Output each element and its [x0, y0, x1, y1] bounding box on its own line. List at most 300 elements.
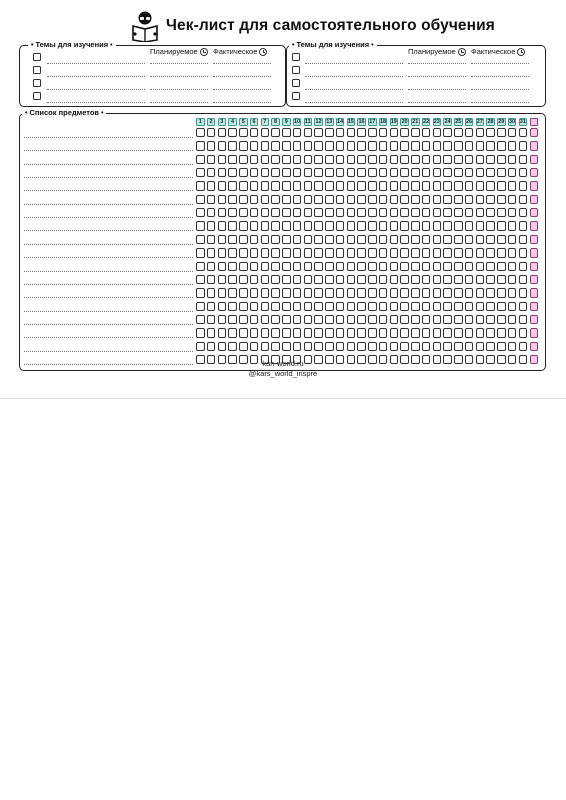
day-checkbox[interactable]	[497, 288, 506, 297]
day-checkbox[interactable]	[250, 262, 259, 271]
day-checkbox[interactable]	[314, 302, 323, 311]
day-checkbox[interactable]	[261, 315, 270, 324]
day-checkbox[interactable]	[325, 128, 334, 137]
day-checkbox[interactable]	[519, 128, 528, 137]
day-checkbox[interactable]	[390, 181, 399, 190]
day-checkbox[interactable]	[433, 302, 442, 311]
day-checkbox[interactable]	[368, 302, 377, 311]
day-checkbox[interactable]	[261, 221, 270, 230]
day-checkbox[interactable]	[400, 195, 409, 204]
topic-checkbox[interactable]	[33, 66, 41, 74]
day-checkbox[interactable]	[336, 288, 345, 297]
day-checkbox[interactable]	[282, 181, 291, 190]
day-checkbox[interactable]	[390, 288, 399, 297]
day-checkbox[interactable]	[357, 128, 366, 137]
day-checkbox[interactable]	[347, 262, 356, 271]
day-checkbox[interactable]	[433, 208, 442, 217]
subject-name-line[interactable]	[24, 257, 193, 258]
day-checkbox[interactable]	[304, 128, 313, 137]
day-checkbox[interactable]	[379, 128, 388, 137]
day-checkbox[interactable]	[400, 342, 409, 351]
subject-name-line[interactable]	[24, 137, 193, 138]
day-checkbox[interactable]	[325, 235, 334, 244]
day-checkbox[interactable]	[379, 181, 388, 190]
day-checkbox[interactable]	[508, 302, 517, 311]
day-checkbox[interactable]	[357, 181, 366, 190]
day-checkbox[interactable]	[519, 262, 528, 271]
subject-name-line[interactable]	[24, 311, 193, 312]
day-checkbox[interactable]	[261, 248, 270, 257]
day-checkbox[interactable]	[207, 141, 216, 150]
day-checkbox[interactable]	[422, 195, 431, 204]
day-checkbox[interactable]	[228, 288, 237, 297]
day-checkbox[interactable]	[336, 221, 345, 230]
day-checkbox[interactable]	[368, 262, 377, 271]
day-checkbox[interactable]	[282, 195, 291, 204]
day-checkbox[interactable]	[261, 168, 270, 177]
day-checkbox[interactable]	[250, 128, 259, 137]
total-cell[interactable]	[530, 262, 539, 271]
day-checkbox[interactable]	[347, 195, 356, 204]
day-checkbox[interactable]	[293, 155, 302, 164]
day-checkbox[interactable]	[271, 181, 280, 190]
day-checkbox[interactable]	[411, 328, 420, 337]
topic-name-line[interactable]	[305, 89, 403, 90]
day-checkbox[interactable]	[497, 302, 506, 311]
day-checkbox[interactable]	[336, 315, 345, 324]
day-checkbox[interactable]	[314, 315, 323, 324]
day-checkbox[interactable]	[218, 302, 227, 311]
day-checkbox[interactable]	[336, 208, 345, 217]
day-checkbox[interactable]	[218, 208, 227, 217]
day-checkbox[interactable]	[314, 195, 323, 204]
day-checkbox[interactable]	[336, 342, 345, 351]
planned-line[interactable]	[150, 63, 208, 64]
day-checkbox[interactable]	[325, 288, 334, 297]
day-checkbox[interactable]	[400, 288, 409, 297]
day-checkbox[interactable]	[357, 221, 366, 230]
day-checkbox[interactable]	[400, 328, 409, 337]
day-checkbox[interactable]	[282, 221, 291, 230]
day-checkbox[interactable]	[250, 141, 259, 150]
day-checkbox[interactable]	[293, 141, 302, 150]
day-checkbox[interactable]	[390, 128, 399, 137]
day-checkbox[interactable]	[250, 168, 259, 177]
day-checkbox[interactable]	[368, 155, 377, 164]
day-checkbox[interactable]	[239, 288, 248, 297]
day-checkbox[interactable]	[454, 288, 463, 297]
day-checkbox[interactable]	[508, 195, 517, 204]
day-checkbox[interactable]	[314, 181, 323, 190]
day-checkbox[interactable]	[454, 328, 463, 337]
day-checkbox[interactable]	[357, 315, 366, 324]
day-checkbox[interactable]	[282, 288, 291, 297]
day-checkbox[interactable]	[314, 141, 323, 150]
day-checkbox[interactable]	[325, 342, 334, 351]
day-checkbox[interactable]	[390, 168, 399, 177]
day-checkbox[interactable]	[476, 195, 485, 204]
day-checkbox[interactable]	[357, 195, 366, 204]
day-checkbox[interactable]	[196, 128, 205, 137]
day-checkbox[interactable]	[218, 155, 227, 164]
day-checkbox[interactable]	[422, 168, 431, 177]
total-cell[interactable]	[530, 248, 539, 257]
day-checkbox[interactable]	[390, 302, 399, 311]
subject-name-line[interactable]	[24, 351, 193, 352]
topic-name-line[interactable]	[47, 89, 145, 90]
total-cell[interactable]	[530, 221, 539, 230]
day-checkbox[interactable]	[250, 181, 259, 190]
day-checkbox[interactable]	[433, 328, 442, 337]
day-checkbox[interactable]	[379, 262, 388, 271]
subject-name-line[interactable]	[24, 217, 193, 218]
day-checkbox[interactable]	[218, 275, 227, 284]
day-checkbox[interactable]	[390, 262, 399, 271]
topic-name-line[interactable]	[305, 63, 403, 64]
day-checkbox[interactable]	[228, 221, 237, 230]
day-checkbox[interactable]	[497, 181, 506, 190]
day-checkbox[interactable]	[196, 235, 205, 244]
day-checkbox[interactable]	[347, 342, 356, 351]
day-checkbox[interactable]	[508, 155, 517, 164]
day-checkbox[interactable]	[196, 221, 205, 230]
day-checkbox[interactable]	[250, 275, 259, 284]
day-checkbox[interactable]	[497, 342, 506, 351]
total-cell[interactable]	[530, 155, 539, 164]
day-checkbox[interactable]	[357, 328, 366, 337]
day-checkbox[interactable]	[400, 155, 409, 164]
day-checkbox[interactable]	[411, 128, 420, 137]
day-checkbox[interactable]	[411, 168, 420, 177]
day-checkbox[interactable]	[486, 155, 495, 164]
total-cell[interactable]	[530, 181, 539, 190]
day-checkbox[interactable]	[422, 208, 431, 217]
day-checkbox[interactable]	[508, 342, 517, 351]
day-checkbox[interactable]	[261, 342, 270, 351]
day-checkbox[interactable]	[357, 208, 366, 217]
day-checkbox[interactable]	[508, 288, 517, 297]
day-checkbox[interactable]	[454, 302, 463, 311]
day-checkbox[interactable]	[422, 315, 431, 324]
day-checkbox[interactable]	[336, 168, 345, 177]
day-checkbox[interactable]	[207, 208, 216, 217]
day-checkbox[interactable]	[347, 168, 356, 177]
topic-checkbox[interactable]	[33, 79, 41, 87]
day-checkbox[interactable]	[261, 141, 270, 150]
day-checkbox[interactable]	[443, 141, 452, 150]
day-checkbox[interactable]	[411, 181, 420, 190]
day-checkbox[interactable]	[228, 168, 237, 177]
day-checkbox[interactable]	[454, 262, 463, 271]
day-checkbox[interactable]	[304, 275, 313, 284]
day-checkbox[interactable]	[368, 128, 377, 137]
day-checkbox[interactable]	[486, 195, 495, 204]
day-checkbox[interactable]	[497, 168, 506, 177]
day-checkbox[interactable]	[228, 262, 237, 271]
day-checkbox[interactable]	[357, 275, 366, 284]
day-checkbox[interactable]	[454, 128, 463, 137]
day-checkbox[interactable]	[486, 128, 495, 137]
day-checkbox[interactable]	[228, 302, 237, 311]
day-checkbox[interactable]	[422, 141, 431, 150]
day-checkbox[interactable]	[411, 288, 420, 297]
day-checkbox[interactable]	[443, 275, 452, 284]
day-checkbox[interactable]	[228, 328, 237, 337]
day-checkbox[interactable]	[368, 221, 377, 230]
day-checkbox[interactable]	[497, 315, 506, 324]
day-checkbox[interactable]	[239, 248, 248, 257]
day-checkbox[interactable]	[519, 315, 528, 324]
day-checkbox[interactable]	[250, 288, 259, 297]
day-checkbox[interactable]	[476, 262, 485, 271]
day-checkbox[interactable]	[486, 262, 495, 271]
day-checkbox[interactable]	[368, 181, 377, 190]
day-checkbox[interactable]	[390, 155, 399, 164]
day-checkbox[interactable]	[357, 168, 366, 177]
day-checkbox[interactable]	[304, 262, 313, 271]
planned-line[interactable]	[150, 89, 208, 90]
day-checkbox[interactable]	[465, 195, 474, 204]
day-checkbox[interactable]	[271, 342, 280, 351]
day-checkbox[interactable]	[443, 302, 452, 311]
day-checkbox[interactable]	[218, 128, 227, 137]
day-checkbox[interactable]	[250, 195, 259, 204]
day-checkbox[interactable]	[304, 328, 313, 337]
day-checkbox[interactable]	[314, 248, 323, 257]
day-checkbox[interactable]	[282, 235, 291, 244]
day-checkbox[interactable]	[368, 275, 377, 284]
day-checkbox[interactable]	[411, 342, 420, 351]
day-checkbox[interactable]	[443, 168, 452, 177]
day-checkbox[interactable]	[347, 288, 356, 297]
day-checkbox[interactable]	[304, 155, 313, 164]
day-checkbox[interactable]	[271, 302, 280, 311]
topic-checkbox[interactable]	[292, 79, 300, 87]
day-checkbox[interactable]	[411, 208, 420, 217]
day-checkbox[interactable]	[519, 195, 528, 204]
day-checkbox[interactable]	[239, 128, 248, 137]
day-checkbox[interactable]	[261, 275, 270, 284]
day-checkbox[interactable]	[304, 181, 313, 190]
actual-line[interactable]	[213, 76, 271, 77]
day-checkbox[interactable]	[325, 168, 334, 177]
day-checkbox[interactable]	[422, 221, 431, 230]
day-checkbox[interactable]	[433, 181, 442, 190]
day-checkbox[interactable]	[390, 195, 399, 204]
topic-checkbox[interactable]	[292, 66, 300, 74]
day-checkbox[interactable]	[282, 315, 291, 324]
day-checkbox[interactable]	[293, 248, 302, 257]
day-checkbox[interactable]	[325, 208, 334, 217]
day-checkbox[interactable]	[239, 275, 248, 284]
day-checkbox[interactable]	[368, 208, 377, 217]
day-checkbox[interactable]	[228, 195, 237, 204]
day-checkbox[interactable]	[519, 302, 528, 311]
day-checkbox[interactable]	[207, 168, 216, 177]
day-checkbox[interactable]	[390, 208, 399, 217]
day-checkbox[interactable]	[379, 195, 388, 204]
day-checkbox[interactable]	[508, 181, 517, 190]
day-checkbox[interactable]	[454, 315, 463, 324]
day-checkbox[interactable]	[497, 221, 506, 230]
day-checkbox[interactable]	[433, 195, 442, 204]
day-checkbox[interactable]	[207, 128, 216, 137]
day-checkbox[interactable]	[271, 288, 280, 297]
day-checkbox[interactable]	[325, 262, 334, 271]
day-checkbox[interactable]	[368, 315, 377, 324]
day-checkbox[interactable]	[400, 302, 409, 311]
day-checkbox[interactable]	[433, 288, 442, 297]
day-checkbox[interactable]	[239, 315, 248, 324]
day-checkbox[interactable]	[411, 155, 420, 164]
total-cell[interactable]	[530, 168, 539, 177]
day-checkbox[interactable]	[314, 328, 323, 337]
day-checkbox[interactable]	[314, 275, 323, 284]
day-checkbox[interactable]	[325, 315, 334, 324]
day-checkbox[interactable]	[271, 328, 280, 337]
day-checkbox[interactable]	[196, 141, 205, 150]
day-checkbox[interactable]	[239, 235, 248, 244]
day-checkbox[interactable]	[347, 275, 356, 284]
day-checkbox[interactable]	[347, 221, 356, 230]
day-checkbox[interactable]	[422, 235, 431, 244]
day-checkbox[interactable]	[261, 181, 270, 190]
day-checkbox[interactable]	[207, 155, 216, 164]
day-checkbox[interactable]	[476, 181, 485, 190]
day-checkbox[interactable]	[336, 141, 345, 150]
day-checkbox[interactable]	[390, 328, 399, 337]
day-checkbox[interactable]	[271, 141, 280, 150]
day-checkbox[interactable]	[336, 275, 345, 284]
topic-name-line[interactable]	[47, 76, 145, 77]
actual-line[interactable]	[213, 89, 271, 90]
day-checkbox[interactable]	[347, 155, 356, 164]
day-checkbox[interactable]	[196, 181, 205, 190]
day-checkbox[interactable]	[400, 181, 409, 190]
day-checkbox[interactable]	[486, 248, 495, 257]
total-cell[interactable]	[530, 195, 539, 204]
day-checkbox[interactable]	[228, 342, 237, 351]
day-checkbox[interactable]	[282, 248, 291, 257]
day-checkbox[interactable]	[476, 155, 485, 164]
day-checkbox[interactable]	[443, 315, 452, 324]
day-checkbox[interactable]	[486, 288, 495, 297]
day-checkbox[interactable]	[196, 328, 205, 337]
day-checkbox[interactable]	[314, 262, 323, 271]
day-checkbox[interactable]	[250, 235, 259, 244]
day-checkbox[interactable]	[357, 248, 366, 257]
day-checkbox[interactable]	[454, 221, 463, 230]
day-checkbox[interactable]	[357, 235, 366, 244]
day-checkbox[interactable]	[465, 315, 474, 324]
day-checkbox[interactable]	[433, 128, 442, 137]
day-checkbox[interactable]	[497, 248, 506, 257]
day-checkbox[interactable]	[293, 221, 302, 230]
day-checkbox[interactable]	[261, 208, 270, 217]
day-checkbox[interactable]	[293, 315, 302, 324]
planned-line[interactable]	[150, 76, 208, 77]
day-checkbox[interactable]	[347, 181, 356, 190]
day-checkbox[interactable]	[379, 155, 388, 164]
total-cell[interactable]	[530, 128, 539, 137]
day-checkbox[interactable]	[218, 328, 227, 337]
day-checkbox[interactable]	[390, 248, 399, 257]
day-checkbox[interactable]	[304, 315, 313, 324]
day-checkbox[interactable]	[271, 235, 280, 244]
day-checkbox[interactable]	[314, 168, 323, 177]
day-checkbox[interactable]	[304, 141, 313, 150]
day-checkbox[interactable]	[250, 315, 259, 324]
day-checkbox[interactable]	[239, 168, 248, 177]
day-checkbox[interactable]	[519, 141, 528, 150]
day-checkbox[interactable]	[497, 195, 506, 204]
day-checkbox[interactable]	[400, 262, 409, 271]
day-checkbox[interactable]	[325, 195, 334, 204]
day-checkbox[interactable]	[443, 262, 452, 271]
day-checkbox[interactable]	[486, 141, 495, 150]
day-checkbox[interactable]	[336, 235, 345, 244]
day-checkbox[interactable]	[218, 195, 227, 204]
day-checkbox[interactable]	[228, 181, 237, 190]
day-checkbox[interactable]	[433, 221, 442, 230]
day-checkbox[interactable]	[207, 181, 216, 190]
day-checkbox[interactable]	[239, 221, 248, 230]
day-checkbox[interactable]	[207, 342, 216, 351]
day-checkbox[interactable]	[207, 302, 216, 311]
day-checkbox[interactable]	[282, 155, 291, 164]
day-checkbox[interactable]	[508, 168, 517, 177]
day-checkbox[interactable]	[282, 342, 291, 351]
day-checkbox[interactable]	[400, 315, 409, 324]
day-checkbox[interactable]	[400, 128, 409, 137]
day-checkbox[interactable]	[519, 208, 528, 217]
day-checkbox[interactable]	[411, 235, 420, 244]
day-checkbox[interactable]	[508, 141, 517, 150]
day-checkbox[interactable]	[379, 315, 388, 324]
day-checkbox[interactable]	[497, 235, 506, 244]
day-checkbox[interactable]	[271, 275, 280, 284]
day-checkbox[interactable]	[336, 195, 345, 204]
day-checkbox[interactable]	[336, 302, 345, 311]
day-checkbox[interactable]	[325, 275, 334, 284]
day-checkbox[interactable]	[239, 262, 248, 271]
day-checkbox[interactable]	[519, 155, 528, 164]
day-checkbox[interactable]	[325, 141, 334, 150]
day-checkbox[interactable]	[304, 302, 313, 311]
day-checkbox[interactable]	[207, 248, 216, 257]
day-checkbox[interactable]	[239, 141, 248, 150]
day-checkbox[interactable]	[228, 275, 237, 284]
day-checkbox[interactable]	[228, 248, 237, 257]
day-checkbox[interactable]	[519, 221, 528, 230]
day-checkbox[interactable]	[379, 221, 388, 230]
day-checkbox[interactable]	[218, 288, 227, 297]
day-checkbox[interactable]	[519, 328, 528, 337]
day-checkbox[interactable]	[271, 248, 280, 257]
day-checkbox[interactable]	[357, 302, 366, 311]
day-checkbox[interactable]	[497, 155, 506, 164]
day-checkbox[interactable]	[368, 342, 377, 351]
day-checkbox[interactable]	[379, 248, 388, 257]
day-checkbox[interactable]	[357, 342, 366, 351]
day-checkbox[interactable]	[476, 315, 485, 324]
day-checkbox[interactable]	[443, 208, 452, 217]
day-checkbox[interactable]	[465, 181, 474, 190]
day-checkbox[interactable]	[357, 288, 366, 297]
day-checkbox[interactable]	[379, 328, 388, 337]
day-checkbox[interactable]	[486, 235, 495, 244]
day-checkbox[interactable]	[519, 275, 528, 284]
